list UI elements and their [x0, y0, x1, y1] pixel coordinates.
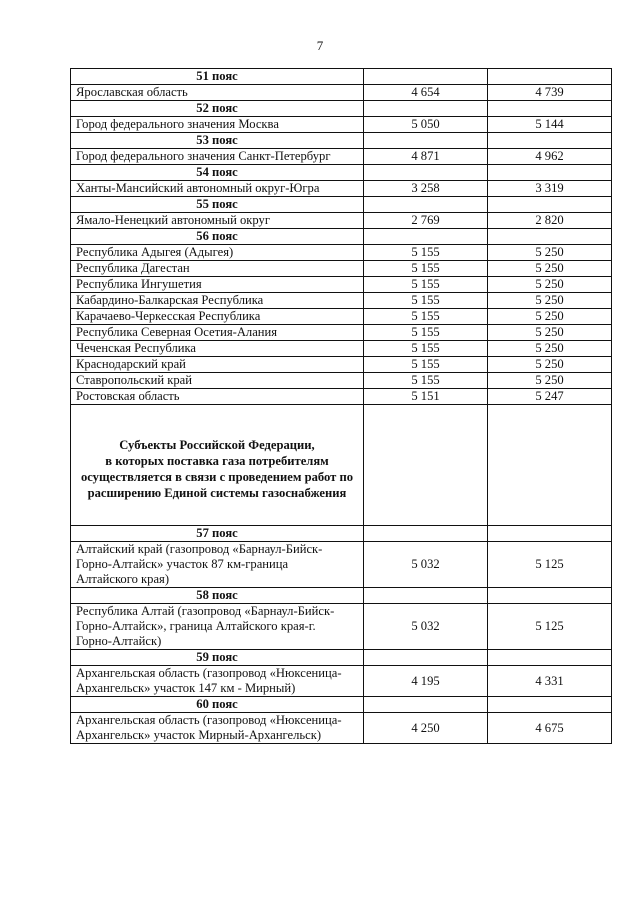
table-row [71, 666, 612, 697]
zone-label: 54 пояс [71, 165, 364, 181]
page-number: 7 [316, 38, 324, 53]
zone-label: 58 пояс [71, 588, 364, 604]
tariff-value-2: 5 250 [488, 341, 612, 357]
section-heading-line: в которых поставка газа потребителям [105, 454, 329, 468]
empty-cell [364, 697, 488, 713]
section-heading-line: Субъекты Российской Федерации, [119, 438, 315, 452]
region-name-line: Республика Алтай (газопровод «Барнаул-Бийск- [76, 604, 335, 618]
tariff-value-2: 5 144 [488, 117, 612, 133]
region-name [71, 666, 364, 697]
region-name: Чеченская Республика [71, 341, 364, 357]
zone-label: 51 пояс [71, 69, 364, 85]
table-row [71, 542, 612, 588]
region-name: Республика Северная Осетия-Алания [71, 325, 364, 341]
tariff-value-1: 4 250 [364, 713, 488, 744]
empty-cell [364, 133, 488, 149]
zone-label: 59 пояс [71, 650, 364, 666]
region-name: Город федерального значения Москва [71, 117, 364, 133]
tariff-value-2: 4 962 [488, 149, 612, 165]
tariff-value-1: 5 155 [364, 245, 488, 261]
tariff-value-1: 5 155 [364, 293, 488, 309]
empty-cell [364, 405, 488, 526]
empty-cell [488, 229, 612, 245]
table-row [71, 309, 612, 325]
empty-cell [488, 650, 612, 666]
region-name-line: Архангельск» участок Мирный-Архангельск) [76, 728, 322, 742]
region-name-line: Алтайского края) [76, 572, 170, 586]
zone-header-row [71, 133, 612, 149]
tariff-value-1: 5 155 [364, 373, 488, 389]
tariff-table-body [71, 69, 612, 744]
region-name-line: Горно-Алтайск», граница Алтайского края-г. [76, 619, 316, 633]
zone-header-row [71, 697, 612, 713]
table-row [71, 604, 612, 650]
zone-header-row [71, 526, 612, 542]
tariff-value-2: 5 250 [488, 261, 612, 277]
tariff-value-1: 5 155 [364, 357, 488, 373]
region-name: Кабардино-Балкарская Республика [71, 293, 364, 309]
table-row [71, 85, 612, 101]
region-name: Ямало-Ненецкий автономный округ [71, 213, 364, 229]
region-name: Краснодарский край [71, 357, 364, 373]
section-heading-row [71, 405, 612, 526]
zone-header-row [71, 229, 612, 245]
region-name-line: Архангельская область (газопровод «Нюксеница- [76, 666, 342, 680]
section-heading [71, 405, 364, 526]
section-heading-line: расширению Единой системы газоснабжения [87, 486, 347, 500]
tariff-value-1: 5 050 [364, 117, 488, 133]
tariff-value-1: 4 195 [364, 666, 488, 697]
zone-header-row [71, 101, 612, 117]
region-name-line: Архангельск» участок 147 км - Мирный) [76, 681, 296, 695]
tariff-value-2: 4 675 [488, 713, 612, 744]
zone-header-row [71, 588, 612, 604]
tariff-value-1: 5 155 [364, 309, 488, 325]
empty-cell [364, 101, 488, 117]
empty-cell [364, 197, 488, 213]
region-name: Ханты-Мансийский автономный округ-Югра [71, 181, 364, 197]
tariff-value-2: 5 250 [488, 325, 612, 341]
zone-label: 60 пояс [71, 697, 364, 713]
tariff-value-2: 5 250 [488, 357, 612, 373]
tariff-value-1: 4 654 [364, 85, 488, 101]
tariff-value-1: 5 032 [364, 604, 488, 650]
region-name: Город федерального значения Санкт-Петербург [71, 149, 364, 165]
table-row [71, 181, 612, 197]
region-name-line: Архангельская область (газопровод «Нюксеница- [76, 713, 342, 727]
zone-label: 56 пояс [71, 229, 364, 245]
region-name-line: Алтайский край (газопровод «Барнаул-Бийск- [76, 542, 323, 556]
table-row [71, 277, 612, 293]
tariff-table [70, 68, 612, 744]
region-name-line: Горно-Алтайск» участок 87 км-граница [76, 557, 289, 571]
region-name: Республика Дагестан [71, 261, 364, 277]
section-heading-line: осуществляется в связи с проведением работ по [80, 470, 354, 484]
zone-label: 55 пояс [71, 197, 364, 213]
tariff-value-2: 2 820 [488, 213, 612, 229]
tariff-value-2: 4 739 [488, 85, 612, 101]
zone-label: 53 пояс [71, 133, 364, 149]
empty-cell [364, 165, 488, 181]
table-row [71, 373, 612, 389]
region-name: Карачаево-Черкесская Республика [71, 309, 364, 325]
tariff-value-1: 4 871 [364, 149, 488, 165]
tariff-value-1: 3 258 [364, 181, 488, 197]
table-row [71, 117, 612, 133]
region-name: Республика Ингушетия [71, 277, 364, 293]
empty-cell [488, 588, 612, 604]
tariff-value-1: 5 155 [364, 261, 488, 277]
table-row [71, 341, 612, 357]
empty-cell [488, 165, 612, 181]
region-name: Ставропольский край [71, 373, 364, 389]
tariff-value-1: 2 769 [364, 213, 488, 229]
tariff-value-1: 5 155 [364, 277, 488, 293]
zone-header-row [71, 197, 612, 213]
tariff-value-2: 3 319 [488, 181, 612, 197]
tariff-value-1: 5 151 [364, 389, 488, 405]
empty-cell [488, 405, 612, 526]
region-name: Республика Адыгея (Адыгея) [71, 245, 364, 261]
tariff-value-2: 4 331 [488, 666, 612, 697]
tariff-value-2: 5 125 [488, 542, 612, 588]
region-name-line: Горно-Алтайск) [76, 634, 162, 648]
empty-cell [364, 69, 488, 85]
tariff-value-1: 5 032 [364, 542, 488, 588]
zone-header-row [71, 69, 612, 85]
zone-label: 52 пояс [71, 101, 364, 117]
region-name [71, 604, 364, 650]
tariff-value-2: 5 247 [488, 389, 612, 405]
empty-cell [488, 526, 612, 542]
empty-cell [488, 133, 612, 149]
table-row [71, 325, 612, 341]
tariff-value-2: 5 250 [488, 373, 612, 389]
tariff-value-2: 5 125 [488, 604, 612, 650]
empty-cell [364, 588, 488, 604]
empty-cell [488, 69, 612, 85]
empty-cell [488, 101, 612, 117]
empty-cell [364, 526, 488, 542]
tariff-value-2: 5 250 [488, 293, 612, 309]
tariff-value-2: 5 250 [488, 277, 612, 293]
empty-cell [488, 197, 612, 213]
table-row [71, 213, 612, 229]
tariff-value-2: 5 250 [488, 309, 612, 325]
empty-cell [364, 229, 488, 245]
table-row [71, 357, 612, 373]
region-name: Ярославская область [71, 85, 364, 101]
table-row [71, 261, 612, 277]
zone-label: 57 пояс [71, 526, 364, 542]
tariff-value-2: 5 250 [488, 245, 612, 261]
table-row [71, 713, 612, 744]
table-row [71, 293, 612, 309]
tariff-value-1: 5 155 [364, 325, 488, 341]
empty-cell [488, 697, 612, 713]
region-name: Ростовская область [71, 389, 364, 405]
table-row [71, 149, 612, 165]
table-row [71, 245, 612, 261]
region-name [71, 542, 364, 588]
zone-header-row [71, 650, 612, 666]
region-name [71, 713, 364, 744]
table-row [71, 389, 612, 405]
empty-cell [364, 650, 488, 666]
zone-header-row [71, 165, 612, 181]
tariff-value-1: 5 155 [364, 341, 488, 357]
